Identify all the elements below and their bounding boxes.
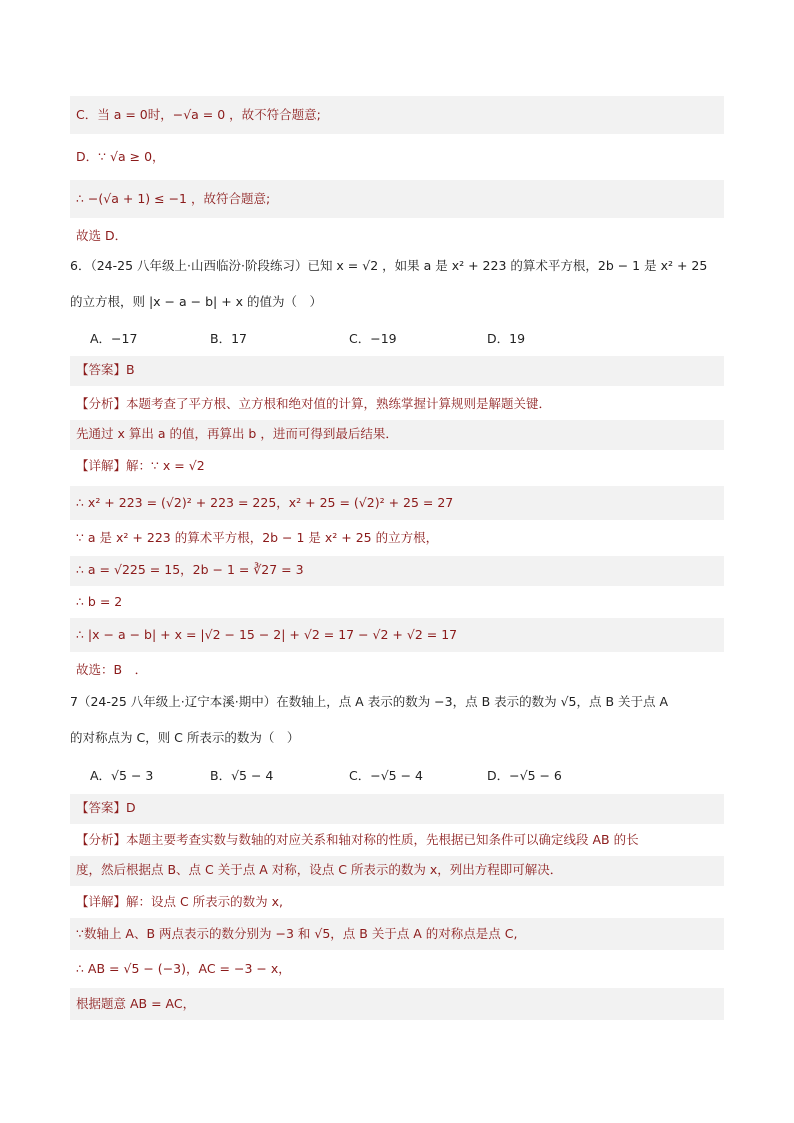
- q6-detail-line-3: ∵ a 是 x² + 223 的算术平方根，2b − 1 是 x² + 25 的立方根，: [76, 530, 439, 545]
- q6-option-b: B．17: [210, 331, 247, 346]
- q6-stem-line-2: 的立方根，则 |x − a − b| + x 的值为（ ）: [70, 294, 323, 309]
- q7-detail-line-3: ∴ AB = √5 − (−3)，AC = −3 − x，: [76, 961, 291, 976]
- q6-answer: 【答案】B: [70, 356, 724, 386]
- q6-analysis-line-2: 先通过 x 算出 a 的值，再算出 b ，进而可得到最后结果．: [70, 420, 724, 450]
- q6-analysis-line-1: 【分析】本题考查了平方根、立方根和绝对值的计算，熟练掌握计算规则是解题关键．: [76, 396, 552, 411]
- q7-option-d: D．−√5 − 6: [487, 768, 562, 783]
- q6-stem-line-1: 6．（24-25 八年级上·山西临汾·阶段练习）已知 x = √2 ，如果 a 是 x² + 223 的算术平方根，2b − 1 是 x² + 25: [70, 258, 708, 273]
- q6-option-d: D．19: [487, 331, 526, 346]
- q7-stem-line-1: 7（24-25 八年级上·辽宁本溪·期中）在数轴上，点 A 表示的数为 −3，点 B 表示的数为 √5，点 B 关于点 A: [70, 694, 669, 709]
- q6-detail-line-1: 【详解】解：∵ x = √2: [76, 458, 205, 473]
- q7-analysis-line-1: 【分析】本题主要考查实数与数轴的对应关系和轴对称的性质，先根据已知条件可以确定线段 AB 的长: [76, 832, 639, 847]
- q7-option-c: C．−√5 − 4: [349, 768, 423, 783]
- q7-option-b: B．√5 − 4: [210, 768, 274, 783]
- q7-stem-line-2: 的对称点为 C，则 C 所表示的数为（ ）: [70, 730, 300, 745]
- q7-detail-line-1: 【详解】解：设点 C 所表示的数为 x,: [76, 894, 284, 909]
- q6-option-c: C．−19: [349, 331, 397, 346]
- q5-conclusion: ∴ −(√a + 1) ≤ −1 ，故符合题意;: [70, 180, 724, 218]
- q6-detail-line-4: ∴ a = √225 = 15，2b − 1 = ∛27 = 3: [70, 556, 724, 586]
- q7-detail-line-2: ∵数轴上 A、B 两点表示的数分别为 −3 和 √5，点 B 关于点 A 的对称点是点 C,: [70, 918, 724, 950]
- q6-choice: 故选：B ．: [76, 662, 148, 677]
- q5-option-c-analysis: C．当 a = 0时，−√a = 0 ，故不符合题意;: [70, 96, 724, 134]
- q7-detail-line-4: 根据题意 AB = AC，: [70, 988, 724, 1020]
- q6-option-a: A．−17: [90, 331, 138, 346]
- q6-detail-line-5: ∴ b = 2: [76, 594, 123, 609]
- q7-answer: 【答案】D: [70, 794, 724, 824]
- q6-detail-line-6: ∴ |x − a − b| + x = |√2 − 15 − 2| + √2 = 17 − √2 + √2 = 17: [70, 618, 724, 652]
- q5-choice: 故选 D．: [76, 228, 128, 243]
- q6-detail-line-2: ∴ x² + 223 = (√2)² + 223 = 225，x² + 25 = (√2)² + 25 = 27: [70, 486, 724, 520]
- q7-analysis-line-2: 度，然后根据点 B、点 C 关于点 A 对称，设点 C 所表示的数为 x，列出方程即可解决．: [70, 856, 724, 886]
- q5-option-d-analysis: D．∵ √a ≥ 0，: [76, 149, 165, 164]
- q7-option-a: A．√5 − 3: [90, 768, 154, 783]
